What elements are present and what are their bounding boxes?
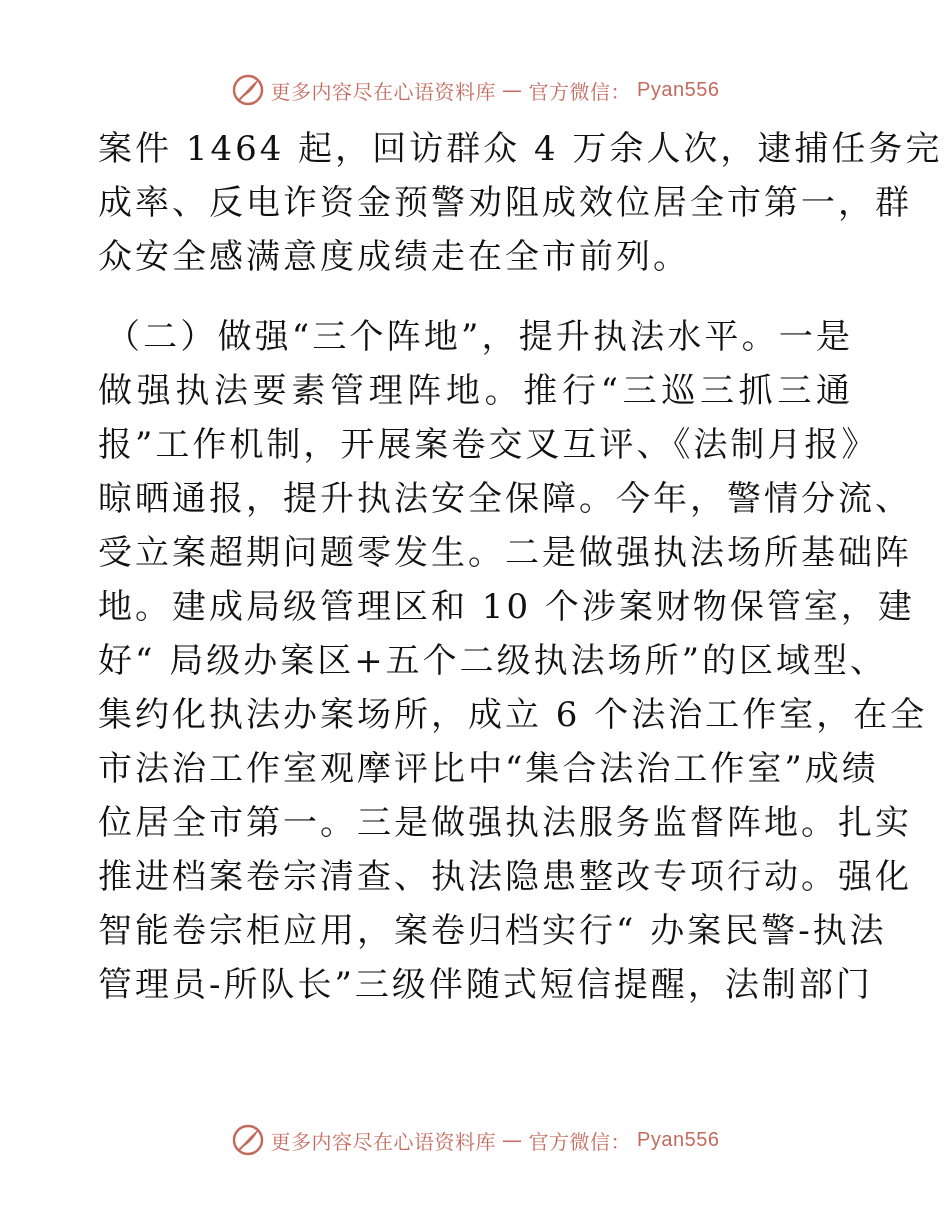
text-line: 位居全市第一。三是做强执法服务监督阵地。扎实 — [98, 803, 912, 843]
footer-watermark — [0, 1120, 950, 1160]
watermark-label: 官方微信： — [528, 1129, 632, 1154]
text-line: 市法治工作室观摩评比中“集合法治工作室”成绩 — [98, 749, 879, 789]
text-line: 智能卷宗柜应用，案卷归档实行“ 办案民警-执法 — [98, 911, 887, 951]
text-line: 受立案超期问题零发生。二是做强执法场所基础阵 — [98, 533, 912, 573]
watermark-wechat-id: Pyan556 — [637, 1128, 720, 1151]
watermark-text: 更多内容尽在心语资料库 — [270, 79, 497, 104]
watermark-separator: — — [502, 78, 523, 102]
header-watermark — [0, 70, 950, 110]
text-line: 好“ 局级办案区+五个二级执法场所”的区域型、 — [98, 641, 888, 681]
text-line: 集约化执法办案场所，成立 6 个法治工作室，在全 — [98, 695, 928, 735]
text-line: 做强执法要素管理阵地。推行“三巡三抓三通 — [98, 371, 853, 411]
text-line: 成率、反电诈资金预警劝阻成效位居全市第一，群 — [98, 183, 912, 223]
feather-pen-logo-icon — [231, 1123, 265, 1157]
text-line: 管理员-所队长”三级伴随式短信提醒，法制部门 — [98, 965, 873, 1005]
text-line: 众安全感满意度成绩走在全市前列。 — [98, 237, 690, 277]
text-line: 案件 1464 起，回访群众 4 万余人次，逮捕任务完 — [98, 129, 943, 169]
feather-pen-logo-icon — [231, 73, 265, 107]
text-line: 晾晒通报，提升执法安全保障。今年，警情分流、 — [98, 479, 912, 519]
document-body — [98, 122, 943, 1012]
text-line: （二）做强“三个阵地”，提升执法水平。一是 — [106, 317, 853, 357]
watermark-text: 更多内容尽在心语资料库 — [270, 1129, 497, 1154]
watermark-label: 官方微信： — [528, 79, 632, 104]
text-line: 报”工作机制，开展案卷交叉互评、《法制月报》 — [98, 425, 879, 465]
paragraph-1 — [98, 122, 943, 284]
text-line: 推进档案卷宗清查、执法隐患整改专项行动。强化 — [98, 857, 912, 897]
watermark-separator: — — [502, 1128, 523, 1152]
paragraph-2 — [98, 310, 928, 1012]
watermark-wechat-id: Pyan556 — [637, 78, 720, 101]
text-line: 地。建成局级管理区和 10 个涉案财物保管室，建 — [98, 587, 915, 627]
